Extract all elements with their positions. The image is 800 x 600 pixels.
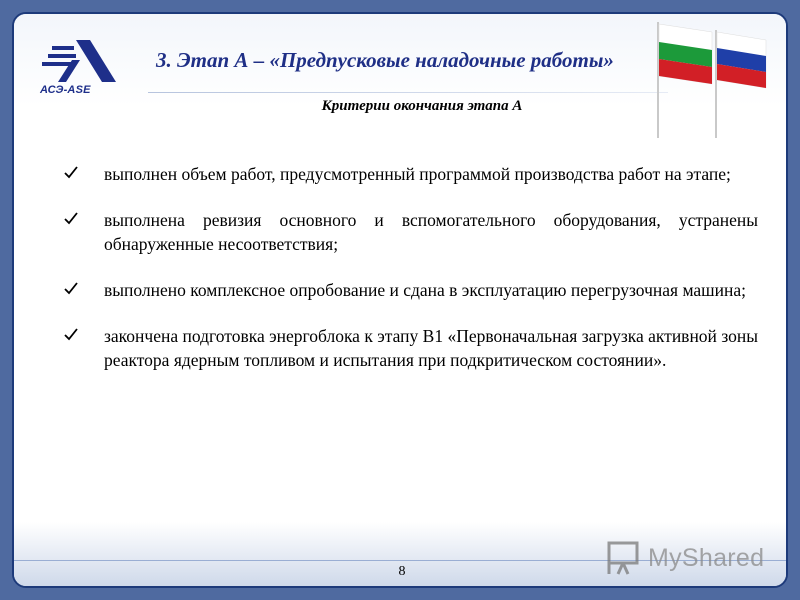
criteria-text: выполнено комплексное опробование и сдана в эксплуатацию перегрузочная машина; [104, 280, 747, 300]
presentation-board-icon [606, 540, 644, 578]
page-number: 8 [398, 564, 406, 579]
criteria-text: выполнена ревизия основного и вспомогательного оборудования, устранены обнаруженные несоответствия; [104, 210, 758, 254]
checkmark-icon [64, 212, 78, 226]
slide [12, 12, 788, 588]
page-title: 3. Этап А – «Предпусковые наладочные работы» [156, 48, 614, 72]
page-subtitle: Критерии окончания этапа А [321, 98, 523, 114]
checkmark-icon [64, 166, 78, 180]
flags-icon [650, 18, 780, 138]
criteria-item [64, 208, 758, 256]
checkmark-icon [64, 328, 78, 342]
company-logo [38, 38, 120, 104]
criteria-item [64, 278, 758, 302]
criteria-text: выполнен объем работ, предусмотренный программой производства работ на этапе; [104, 164, 731, 184]
logo-text: АСЭ-ASE [40, 84, 91, 96]
logo-mark-icon [38, 38, 120, 84]
criteria-text: закончена подготовка энергоблока к этапу В1 «Первоначальная загрузка активной зоны реактора ядерным топливом и испытания при подкритическом состоянии». [104, 326, 758, 370]
criteria-item [64, 162, 758, 186]
criteria-list [64, 162, 758, 394]
title-divider [148, 92, 668, 93]
criteria-item [64, 324, 758, 372]
watermark-text: MyShared [648, 544, 765, 572]
checkmark-icon [64, 282, 78, 296]
watermark [606, 538, 776, 578]
